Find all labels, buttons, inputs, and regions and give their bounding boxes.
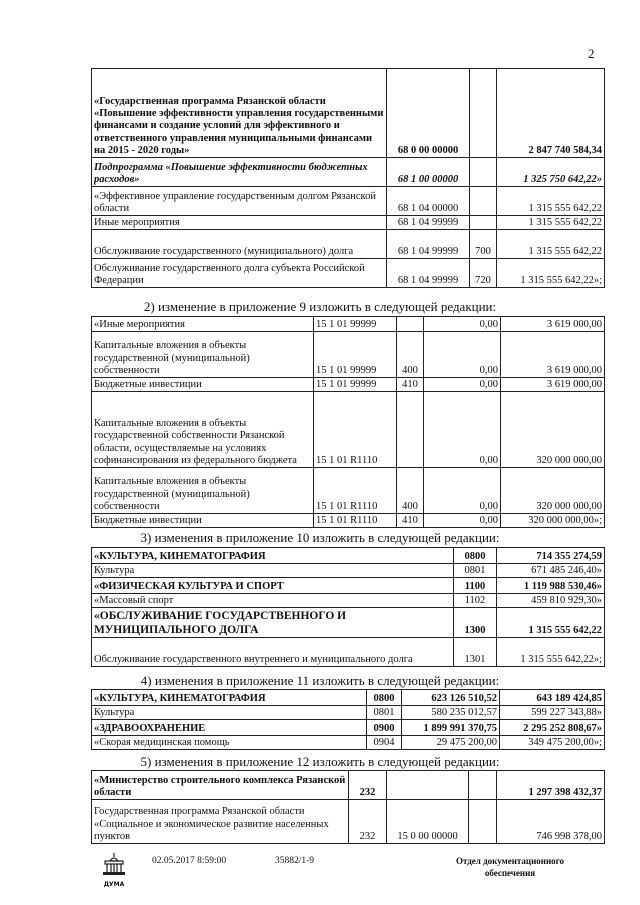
name-cell: Обслуживание государственного внутреннего и муниципального долга	[92, 638, 454, 667]
code-cell: 68 1 04 99999	[387, 230, 470, 259]
code-cell: 15 1 01 99999	[314, 317, 397, 332]
table-row	[92, 800, 605, 844]
sum-cell: 1 119 988 530,46»	[497, 578, 605, 594]
vr-cell: 720	[470, 259, 497, 288]
vr-cell: 410	[397, 514, 424, 528]
value-cell: 29 475 200,00	[402, 736, 500, 750]
section-heading-5: 5) изменения в приложение 12 изложить в следующей редакции:	[140, 754, 500, 769]
name-cell: Обслуживание государственного (муниципального) долга	[92, 230, 387, 259]
code-cell: 1300	[454, 608, 497, 638]
sum-cell: 1 315 555 642,22	[497, 216, 605, 230]
table-row	[92, 720, 605, 736]
name-cell: Капитальные вложения в объекты государственной собственности Рязанской области, осуществляемые на условиях софинансирования из федерального бюджета	[92, 392, 314, 468]
code-cell: 0800	[367, 690, 402, 706]
page-number: 2	[588, 46, 595, 61]
table-row	[92, 771, 605, 800]
code-cell: 68 1 00 00000	[387, 158, 470, 187]
code-cell: 0904	[367, 736, 402, 750]
value-cell: 3 619 000,00	[501, 332, 605, 378]
name-cell: Культура	[92, 564, 454, 578]
sum-cell: 1 315 555 642,22	[497, 230, 605, 259]
table-row	[92, 706, 605, 720]
table-row	[92, 514, 605, 528]
name-cell: «Скорая медицинская помощь	[92, 736, 367, 750]
vr-cell	[470, 187, 497, 216]
table-row	[92, 69, 605, 158]
duma-building-icon	[100, 852, 128, 876]
value-cell: 3 619 000,00	[501, 378, 605, 392]
code-cell: 15 1 01 R1110	[314, 468, 397, 514]
table-row	[92, 638, 605, 667]
value-cell: 0,00	[424, 317, 501, 332]
code-cell: 68 1 04 00000	[387, 187, 470, 216]
sum-cell: 1 315 555 642,22	[497, 608, 605, 638]
vr-cell	[470, 216, 497, 230]
value-cell: 349 475 200,00»;	[500, 736, 605, 750]
value-cell: 580 235 012,57	[402, 706, 500, 720]
name-cell: «Эффективное управление государственным долгом Рязанской области	[92, 187, 387, 216]
section-heading-4: 4) изменения в приложение 11 изложить в следующей редакции:	[140, 673, 500, 688]
sum-cell: 2 847 740 584,34	[497, 69, 605, 158]
name-cell: «КУЛЬТУРА, КИНЕМАТОГРАФИЯ	[92, 548, 454, 564]
table-row	[92, 259, 605, 288]
value-cell: 2 295 252 808,67»	[500, 720, 605, 736]
code-cell: 0900	[367, 720, 402, 736]
vedom-cell: 232	[349, 771, 387, 800]
table-row	[92, 392, 605, 468]
table-row	[92, 736, 605, 750]
table-row	[92, 332, 605, 378]
code-cell: 1301	[454, 638, 497, 667]
sum-cell: 1 325 750 642,22»	[497, 158, 605, 187]
table-row	[92, 468, 605, 514]
name-cell: Капитальные вложения в объекты государственной (муниципальной) собственности	[92, 468, 314, 514]
table-row	[92, 690, 605, 706]
table-appendix-11	[91, 689, 605, 750]
table-row	[92, 594, 605, 608]
vr-cell: 400	[397, 468, 424, 514]
code-cell: 15 1 01 R1110	[314, 514, 397, 528]
name-cell: «ЗДРАВООХРАНЕНИЕ	[92, 720, 367, 736]
sum-cell: 671 485 246,40»	[497, 564, 605, 578]
section-heading-2: 2) изменение в приложение 9 изложить в следующей редакции:	[143, 299, 497, 314]
table-row	[92, 578, 605, 594]
name-cell: Обслуживание государственного долга субъекта Российской Федерации	[92, 259, 387, 288]
vr-cell	[469, 800, 497, 844]
value-cell: 623 126 510,52	[402, 690, 500, 706]
value-cell: 0,00	[424, 392, 501, 468]
code-cell: 15 1 01 99999	[314, 332, 397, 378]
table-program-68	[91, 68, 605, 288]
name-cell: Бюджетные инвестиции	[92, 378, 314, 392]
table-appendix-12	[91, 770, 605, 844]
name-cell: «КУЛЬТУРА, КИНЕМАТОГРАФИЯ	[92, 690, 367, 706]
name-cell: «Министерство строительного комплекса Рязанской области	[92, 771, 349, 800]
value-cell: 3 619 000,00	[501, 317, 605, 332]
sum-cell: 714 355 274,59	[497, 548, 605, 564]
table-row	[92, 378, 605, 392]
footer-docnum: 35882/1-9	[275, 856, 315, 866]
sum-cell: 1 297 398 432,37	[497, 771, 605, 800]
value-cell: 320 000 000,00	[501, 468, 605, 514]
logo-text: ДУМА	[103, 881, 125, 888]
duma-logo	[100, 852, 128, 888]
value-cell: 0,00	[424, 514, 501, 528]
vedom-cell: 232	[349, 800, 387, 844]
table-appendix-9	[91, 316, 605, 528]
vr-cell	[470, 69, 497, 158]
footer-department: Отдел документационного обеспечения	[455, 856, 565, 878]
value-cell: 1 899 991 370,75	[402, 720, 500, 736]
name-cell: «Иные мероприятия	[92, 317, 314, 332]
code-cell: 68 0 00 00000	[387, 69, 470, 158]
table-row	[92, 230, 605, 259]
vr-cell: 400	[397, 332, 424, 378]
sum-cell: 1 315 555 642,22»;	[497, 638, 605, 667]
subprogram-name-cell: Подпрограмма «Повышение эффективности бюджетных расходов»	[92, 158, 387, 187]
code-cell	[387, 771, 469, 800]
value-cell: 0,00	[424, 468, 501, 514]
code-cell: 0801	[367, 706, 402, 720]
name-cell: «ФИЗИЧЕСКАЯ КУЛЬТУРА И СПОРТ	[92, 578, 454, 594]
footer-datetime: 02.05.2017 8:59:00	[152, 856, 227, 866]
vr-cell	[469, 771, 497, 800]
table-row	[92, 564, 605, 578]
name-cell: Государственная программа Рязанской области «Социальное и экономическое развитие населенных пунктов	[92, 800, 349, 844]
code-cell: 68 1 04 99999	[387, 216, 470, 230]
table-row	[92, 216, 605, 230]
section-heading-3: 3) изменения в приложение 10 изложить в следующей редакции:	[140, 530, 500, 545]
code-cell: 15 0 00 00000	[387, 800, 469, 844]
name-cell: Культура	[92, 706, 367, 720]
name-cell: «ОБСЛУЖИВАНИЕ ГОСУДАРСТВЕННОГО И МУНИЦИПАЛЬНОГО ДОЛГА	[92, 608, 454, 638]
table-row	[92, 317, 605, 332]
vr-cell	[397, 317, 424, 332]
code-cell: 15 1 01 99999	[314, 378, 397, 392]
vr-cell	[470, 158, 497, 187]
value-cell: 320 000 000,00»;	[501, 514, 605, 528]
vr-cell: 700	[470, 230, 497, 259]
value-cell: 0,00	[424, 378, 501, 392]
name-cell: Иные мероприятия	[92, 216, 387, 230]
sum-cell: 746 998 378,00	[497, 800, 605, 844]
table-appendix-10	[91, 547, 605, 667]
table-row	[92, 158, 605, 187]
vr-cell	[397, 392, 424, 468]
code-cell: 1100	[454, 578, 497, 594]
value-cell: 320 000 000,00	[501, 392, 605, 468]
vr-cell: 410	[397, 378, 424, 392]
value-cell: 0,00	[424, 332, 501, 378]
code-cell: 15 1 01 R1110	[314, 392, 397, 468]
name-cell: «Массовый спорт	[92, 594, 454, 608]
table-row	[92, 187, 605, 216]
name-cell: Бюджетные инвестиции	[92, 514, 314, 528]
code-cell: 1102	[454, 594, 497, 608]
sum-cell: 459 810 929,30»	[497, 594, 605, 608]
code-cell: 0800	[454, 548, 497, 564]
code-cell: 68 1 04 99999	[387, 259, 470, 288]
table-row	[92, 608, 605, 638]
code-cell: 0801	[454, 564, 497, 578]
name-cell: Капитальные вложения в объекты государственной (муниципальной) собственности	[92, 332, 314, 378]
sum-cell: 1 315 555 642,22	[497, 187, 605, 216]
value-cell: 643 189 424,85	[500, 690, 605, 706]
sum-cell: 1 315 555 642,22»;	[497, 259, 605, 288]
table-row	[92, 548, 605, 564]
program-name-cell: «Государственная программа Рязанской области «Повышение эффективности управления государственными финансами и создание условий для эффективного и ответственного управления муниципальными финансами на 2015 - 2020 годы»	[92, 69, 387, 158]
value-cell: 599 227 343,88»	[500, 706, 605, 720]
